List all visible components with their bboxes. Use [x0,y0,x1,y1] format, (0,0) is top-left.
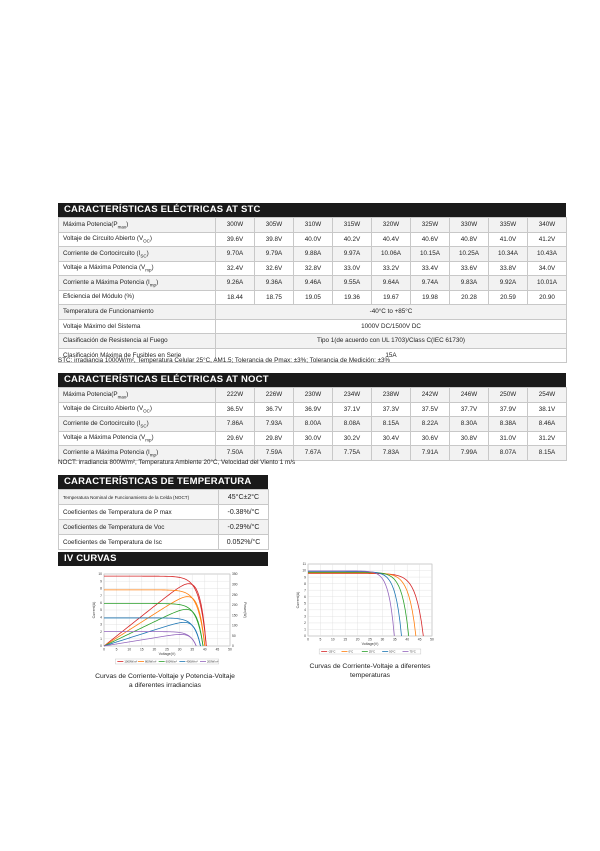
stc-value-cell: 34.0V [528,261,567,276]
y-tick-label: 9 [304,575,306,580]
stc-value-cell: 10.01A [528,276,567,291]
noct-value-cell: 37.3V [372,402,411,417]
stc-table [58,217,567,363]
legend-label: 50°C [389,649,396,654]
stc-value-cell: 310W [294,218,333,233]
stc-value-cell: 9.74A [411,276,450,291]
noct-value-cell: 7.83A [372,446,411,461]
row-label [59,247,216,262]
x-tick-label: 50 [228,647,232,652]
stc-value-cell: 19.05 [294,290,333,305]
temperature-label: Coeficientes de Temperatura de P max [59,505,219,520]
row-label: Clasificación Máxima de Fusibles en Serie [59,348,216,363]
noct-value-cell: 37.7V [450,402,489,417]
stc-value-cell: 10.25A [450,247,489,262]
noct-value-cell: 7.75A [333,446,372,461]
row-label-end: ) [149,405,153,413]
stc-merged-value: 15A [216,348,567,363]
stc-value-cell: 10.15A [411,247,450,262]
stc-value-cell: 320W [372,218,411,233]
noct-value-cell: 36.5V [216,402,255,417]
temperature-row [59,505,269,520]
stc-value-cell: 33.6V [450,261,489,276]
y2-tick-label: 50 [232,633,236,638]
y-tick-label: 1 [100,637,102,641]
stc-value-cell: 9.64A [372,276,411,291]
noct-value-cell: 222W [216,388,255,403]
y-tick-label: 3 [100,622,102,627]
temperature-header [58,475,268,489]
y-tick-label: 8 [304,581,306,586]
temperature-row [59,535,269,550]
noct-row [59,402,567,417]
row-label-text: Eficiencia del Módulo (%) [63,293,135,301]
x-tick-label: 45 [417,637,422,642]
temperature-value: -0.38%/°C [219,505,269,520]
legend-label: 600W/m² [165,659,178,664]
y2-tick-label: 300 [232,582,238,587]
stc-value-cell: 41.0V [489,232,528,247]
row-label: Clasificación de Resistencia al Fuego [59,334,216,349]
noct-value-cell: 37.5V [411,402,450,417]
x-tick-label: 40 [405,637,410,642]
noct-value-cell: 30.2V [333,431,372,446]
x-tick-label: 0 [103,647,105,652]
row-label [59,218,216,233]
y2-tick-label: 100 [232,623,238,628]
stc-value-cell: 9.92A [489,276,528,291]
stc-value-cell: 40.2V [333,232,372,247]
row-label-text: Máxima Potencia(P [63,220,118,228]
irradiance-caption-line-1: Curvas de Corriente-Voltaje y Potencia-Voltaje [95,673,235,680]
stc-row [59,247,567,262]
temperature-value: -0.29%/°C [219,520,269,535]
row-label [59,261,216,276]
row-label-end: ) [156,278,159,286]
stc-value-cell: 315W [333,218,372,233]
row-label-end: ) [151,434,154,442]
x-tick-label: 10 [330,637,335,642]
legend-label: 0°C [348,649,354,654]
stc-value-cell: 19.67 [372,290,411,305]
noct-value-cell: 30.8V [450,431,489,446]
row-label [59,276,216,291]
noct-value-cell: 37.1V [333,402,372,417]
stc-value-cell: 340W [528,218,567,233]
row-label [59,402,216,417]
row-label-end: ) [149,235,153,243]
y2-axis-label: Power(W) [243,602,247,618]
noct-value-cell: 38.1V [528,402,567,417]
stc-value-cell: 9.83A [450,276,489,291]
stc-value-cell: 33.4V [411,261,450,276]
stc-value-cell: 33.8V [489,261,528,276]
noct-value-cell: 254W [528,388,567,403]
row-label-subscript: mp [149,451,157,457]
stc-value-cell: 9.88A [294,247,333,262]
noct-value-cell: 7.50A [216,446,255,461]
row-label-end: ) [151,264,154,272]
stc-value-cell: 20.59 [489,290,528,305]
noct-value-cell: 8.38A [489,417,528,432]
legend-label: 1000W/m² [124,659,138,664]
row-label-text: Voltaje a Máxima Potencia (V [63,264,146,272]
temperature-label: Temperatura Nominal de Funcionamiento de la Celda (NOCT) [59,490,219,505]
legend-label: 800W/m² [145,659,157,664]
y-tick-label: 4 [100,615,102,620]
noct-value-cell: 29.8V [255,431,294,446]
noct-value-cell: 250W [489,388,528,403]
y-tick-label: 0 [304,634,306,639]
noct-header [58,373,566,387]
row-label-text: Corriente de Cortocircuito (I [63,419,141,427]
x-tick-label: 20 [355,637,360,642]
stc-value-cell: 9.55A [333,276,372,291]
row-label-text: Corriente de Cortocircuito (I [63,249,141,257]
stc-value-cell: 32.8V [294,261,333,276]
noct-row [59,431,567,446]
stc-value-cell: 305W [255,218,294,233]
stc-value-cell: 39.6V [216,232,255,247]
irradiance-chart-caption [70,673,260,690]
legend-label: 75°C [409,649,416,654]
temperature-row [59,520,269,535]
noct-value-cell: 7.99A [450,446,489,461]
row-label [59,290,216,305]
row-label [59,232,216,247]
row-label-subscript: mp [145,437,152,443]
y-tick-label: 7 [100,593,102,598]
stc-value-cell: 9.79A [255,247,294,262]
row-label-text: Voltaje de Circuito Abierto (V [63,235,144,243]
stc-value-cell: 9.97A [333,247,372,262]
stc-value-cell: 32.6V [255,261,294,276]
stc-row [59,261,567,276]
x-tick-label: 25 [368,637,372,642]
y-tick-label: 8 [100,586,102,591]
stc-value-cell: 9.26A [216,276,255,291]
temperature-row [59,490,269,505]
stc-row [59,276,567,291]
stc-value-cell: 325W [411,218,450,233]
stc-value-cell: 40.4V [372,232,411,247]
noct-value-cell: 8.22A [411,417,450,432]
y2-tick-label: 350 [232,572,238,577]
temperature-table [58,489,269,550]
noct-value-cell: 8.00A [294,417,333,432]
noct-value-cell: 7.86A [216,417,255,432]
y-tick-label: 10 [98,572,102,577]
y-tick-label: 4 [304,608,306,613]
x-tick-label: 35 [190,647,195,652]
curves-title: IV CURVAS [64,553,117,564]
noct-value-cell: 230W [294,388,333,403]
y2-tick-label: 250 [232,592,238,597]
temperature-title: CARACTERÍSTICAS DE TEMPERATURA [64,476,252,487]
noct-value-cell: 7.67A [294,446,333,461]
temperature-label: Coeficientes de Temperatura de Voc [59,520,219,535]
stc-value-cell: 40.0V [294,232,333,247]
row-label [59,417,216,432]
noct-value-cell: 36.7V [255,402,294,417]
stc-value-cell: 40.8V [450,232,489,247]
row-label-subscript: SC [140,422,147,428]
y2-tick-label: 200 [232,603,238,608]
x-tick-label: 40 [202,647,207,652]
noct-value-cell: 226W [255,388,294,403]
row-label-subscript: mp [149,281,157,287]
stc-header [58,203,566,217]
irradiance-caption-line-2: a diferentes irradiancias [128,681,202,689]
noct-value-cell: 30.4V [372,431,411,446]
stc-value-cell: 300W [216,218,255,233]
irradiance-chart [84,568,248,677]
x-tick-label: 30 [380,637,385,642]
temperature-value: 45°C±2°C [219,490,269,505]
row-label-subscript: max [117,223,127,229]
x-tick-label: 30 [177,647,182,652]
stc-value-cell: 19.98 [411,290,450,305]
y-tick-label: 6 [100,601,102,605]
y-tick-label: 2 [100,629,102,634]
noct-value-cell: 8.07A [489,446,528,461]
stc-value-cell: 9.46A [294,276,333,291]
stc-merged-value: -40°C to +85°C [216,305,567,320]
stc-merged-row [59,305,567,320]
stc-value-cell: 20.90 [528,290,567,305]
x-tick-label: 50 [430,637,434,642]
y-tick-label: 0 [100,644,102,649]
noct-value-cell: 8.15A [372,417,411,432]
noct-value-cell: 37.9V [489,402,528,417]
x-tick-label: 10 [127,647,132,652]
row-label: Temperatura de Funcionamiento [59,305,216,320]
noct-value-cell: 7.91A [411,446,450,461]
stc-value-cell: 9.70A [216,247,255,262]
noct-value-cell: 246W [450,388,489,403]
y2-tick-label: 0 [232,644,234,649]
x-tick-label: 0 [307,637,309,642]
noct-row [59,446,567,461]
y2-tick-label: 150 [232,613,238,618]
stc-title: CARACTERÍSTICAS ELÉCTRICAS AT STC [64,204,261,215]
stc-value-cell: 10.34A [489,247,528,262]
x-tick-label: 35 [392,637,397,642]
stc-value-cell: 33.0V [333,261,372,276]
y-axis-label: Current(A) [92,601,96,619]
stc-merged-row [59,334,567,349]
row-label-subscript: OC [143,408,150,414]
x-tick-label: 45 [215,647,220,652]
legend-label: 400W/m² [186,659,198,664]
noct-value-cell: 8.08A [333,417,372,432]
row-label-text: Voltaje de Circuito Abierto (V [63,405,144,413]
x-tick-label: 15 [139,647,144,652]
y-tick-label: 2 [304,621,306,626]
y-tick-label: 3 [304,614,306,619]
stc-row [59,232,567,247]
row-label-end: ) [146,419,149,427]
temperature-label: Coeficientes de Temperatura de Isc [59,535,219,550]
stc-value-cell: 39.8V [255,232,294,247]
row-label-subscript: max [117,393,127,399]
stc-value-cell: 10.43A [528,247,567,262]
stc-value-cell: 32.4V [216,261,255,276]
row-label-end: ) [156,448,159,456]
y-tick-label: 9 [100,579,102,584]
stc-value-cell: 19.36 [333,290,372,305]
y-tick-label: 1 [304,627,306,632]
stc-row [59,218,567,233]
x-tick-label: 5 [115,647,118,652]
temperature-chart-svg [292,558,442,660]
y-tick-label: 6 [304,594,306,599]
x-tick-label: 15 [343,637,348,642]
row-label-subscript: SC [140,252,147,258]
row-label-end: ) [126,390,129,398]
x-tick-label: 20 [152,647,157,652]
stc-merged-value: Tipo 1(de acuerdo con UL 1703)/Class C(IEC 61730) [216,334,567,349]
noct-value-cell: 238W [372,388,411,403]
legend-label: 25°C [368,649,376,654]
noct-value-cell: 242W [411,388,450,403]
noct-value-cell: 8.30A [450,417,489,432]
stc-value-cell: 18.44 [216,290,255,305]
y-axis-label: Current(A) [296,591,300,609]
noct-value-cell: 7.59A [255,446,294,461]
x-axis-label: Voltage(V) [158,652,176,656]
row-label [59,431,216,446]
x-tick-label: 5 [319,637,322,642]
legend-label: 200W/m² [206,659,219,664]
curves-header [58,552,268,566]
row-label: Voltaje Máximo del Sistema [59,319,216,334]
temperature-chart-caption [280,663,460,680]
stc-merged-row [59,319,567,334]
y-tick-label: 5 [304,601,306,606]
temperature-caption-line-1: Curvas de Corriente-Voltaje a diferentes [309,663,431,670]
stc-value-cell: 335W [489,218,528,233]
noct-value-cell: 36.9V [294,402,333,417]
noct-value-cell: 30.0V [294,431,333,446]
row-label [59,388,216,403]
stc-value-cell: 10.06A [372,247,411,262]
row-label-text: Voltaje a Máxima Potencia (V [63,434,146,442]
noct-row [59,417,567,432]
row-label-end: ) [146,249,149,257]
y-tick-label: 10 [302,568,306,573]
row-label-subscript: OC [143,238,150,244]
y-tick-label: 11 [302,562,306,567]
x-axis-label: Voltage(V) [361,642,379,646]
temperature-value: 0.052%/°C [219,535,269,550]
row-label [59,446,216,461]
y-tick-label: 5 [100,608,102,613]
stc-value-cell: 33.2V [372,261,411,276]
stc-row [59,290,567,305]
noct-row [59,388,567,403]
irradiance-chart-svg [84,568,248,672]
row-label-subscript: mp [145,267,152,273]
stc-note: STC: irradiancia 1000W/m², Temperatura Celular 25°C, AM1.5; Tolerancia de Pmax: ±3%; Tolerancia de Medición: ±3% [58,357,391,364]
noct-title: CARACTERÍSTICAS ELÉCTRICAS AT NOCT [64,374,269,385]
stc-value-cell: 40.6V [411,232,450,247]
y-tick-label: 7 [304,588,306,593]
noct-value-cell: 8.46A [528,417,567,432]
noct-table [58,387,567,461]
noct-value-cell: 29.6V [216,431,255,446]
noct-value-cell: 7.93A [255,417,294,432]
row-label-text: Corriente a Máxima Potencia (I [63,448,150,456]
noct-value-cell: 31.0V [489,431,528,446]
stc-value-cell: 18.75 [255,290,294,305]
temperature-chart [292,558,442,665]
row-label-text: Corriente a Máxima Potencia (I [63,278,150,286]
row-label-text: Máxima Potencia(P [63,390,118,398]
noct-value-cell: 8.15A [528,446,567,461]
noct-note: NOCT: irradiancia 800W/m², Temperatura Ambiente 20°C, Velocidad del Viento 1 m/s [58,459,296,466]
stc-value-cell: 20.28 [450,290,489,305]
legend-label: -25°C [328,649,336,654]
stc-merged-value: 1000V DC/1500V DC [216,319,567,334]
noct-value-cell: 30.6V [411,431,450,446]
stc-value-cell: 9.36A [255,276,294,291]
temperature-caption-line-2: temperaturas [349,671,391,679]
x-tick-label: 25 [165,647,169,652]
stc-value-cell: 41.2V [528,232,567,247]
noct-value-cell: 31.2V [528,431,567,446]
noct-value-cell: 234W [333,388,372,403]
row-label-end: ) [126,220,129,228]
stc-value-cell: 330W [450,218,489,233]
